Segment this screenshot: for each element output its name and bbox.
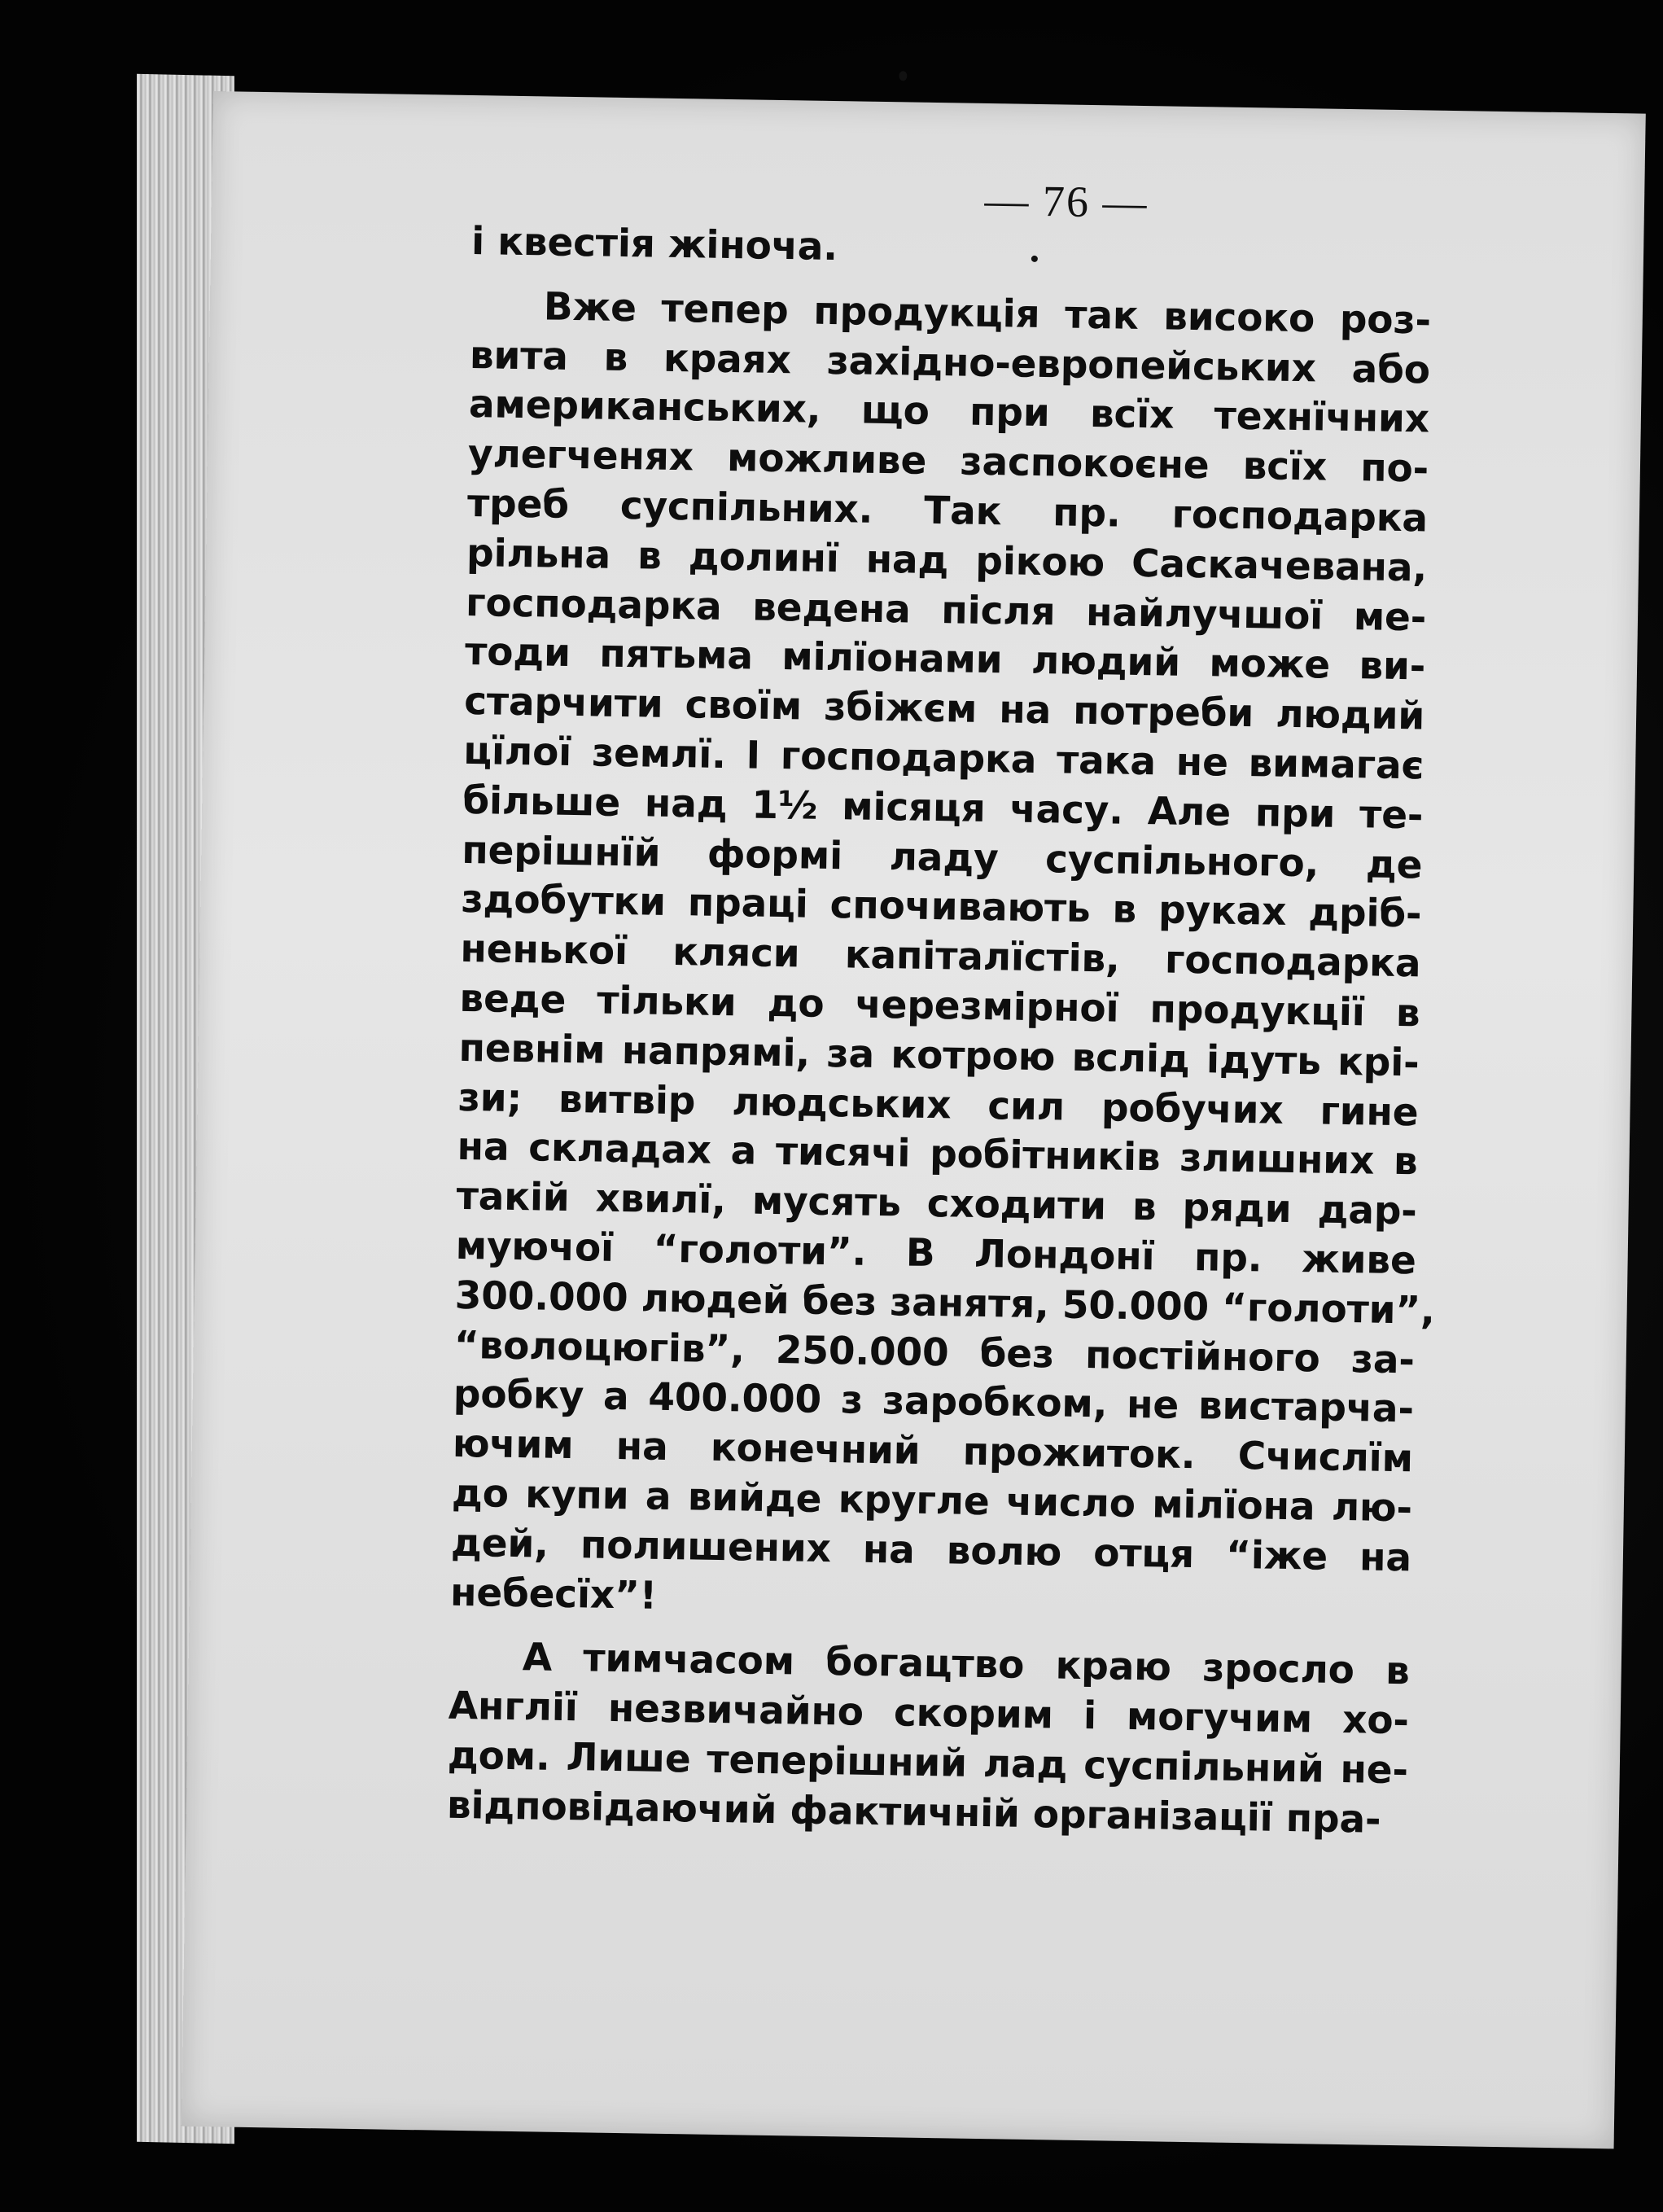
text-line: муючої “голоти”. В Лондонї пр. живе [455, 1223, 1417, 1284]
text-line: улегченях можливе заспокоєне всїх по- [467, 431, 1429, 492]
text-line: американських, що при всїх технїчних [468, 382, 1430, 442]
text-line: тоди пятьма мілїонами людий може ви- [464, 629, 1426, 690]
text-line: “волоцюгів”, 250.000 без постійного за- [453, 1322, 1416, 1382]
paragraph [446, 1632, 1410, 1846]
text-line: робку а 400.000 з заробком, не вистарча- [453, 1372, 1415, 1432]
text-line: такій хвилї, мусять сходити в ряди дар- [456, 1174, 1418, 1234]
text-line: рільна в долинї над рікою Саскачевана, [466, 530, 1428, 591]
text-line: певнім напрямі, за котрою вслід ідуть крі- [458, 1025, 1420, 1086]
text-line: цїлої землї. І господарка така не вимагає [462, 728, 1424, 789]
text-line: до купи а вийде кругле число мілїона лю- [451, 1470, 1413, 1531]
text-line: і квестія жіноча. [470, 219, 838, 270]
text-line: старчити своїм збіжєм на потреби людий [463, 679, 1425, 739]
text-line: ненької кляси капіталїстів, господарка [460, 926, 1421, 987]
text-line: здобутки праці спочивають в руках дріб- [461, 877, 1422, 937]
text-line: веде тільки до черезмірної продукції в [459, 975, 1420, 1036]
text-line: більше над 1½ місяця часу. Але при те- [462, 777, 1424, 839]
text-line: дом. Лише теперішний лад суспільний не- [447, 1732, 1409, 1794]
text-line: відповідаючий фактичній організації пра- [446, 1782, 1381, 1842]
text-line: ючим на конечний прожиток. Счислїм [452, 1421, 1414, 1482]
text-line: 300.000 людей без занятя, 50.000 “голоти”, [454, 1272, 1436, 1334]
book-page [182, 91, 1646, 2148]
body-text [446, 217, 1436, 1846]
paragraph [449, 282, 1436, 1633]
text-line: перішнїй формі ладу суспільного, де [461, 827, 1423, 888]
text-line: Вже тепер продукція так високо роз- [543, 284, 1432, 344]
text-line: господарка ведена після найлучшої ме- [465, 580, 1427, 641]
text-line: вита в краях західно-европейських або [469, 332, 1431, 393]
text-line: дей, полишених на волю отця “іже на [450, 1520, 1412, 1581]
text-line: небесїх”! [449, 1570, 658, 1618]
text-line: на складах а тисячі робітників злишних в [457, 1124, 1418, 1185]
text-line: треб суспільних. Так пр. господарка [466, 480, 1429, 541]
page-number: — 76 — [984, 175, 1149, 228]
text-line: Англії незвичайно скорим і могучим хо- [448, 1683, 1410, 1744]
text-line: зи; витвір людських сил робучих гине [457, 1075, 1419, 1135]
text-line: А тимчасом богацтво краю зросло в [522, 1635, 1411, 1694]
